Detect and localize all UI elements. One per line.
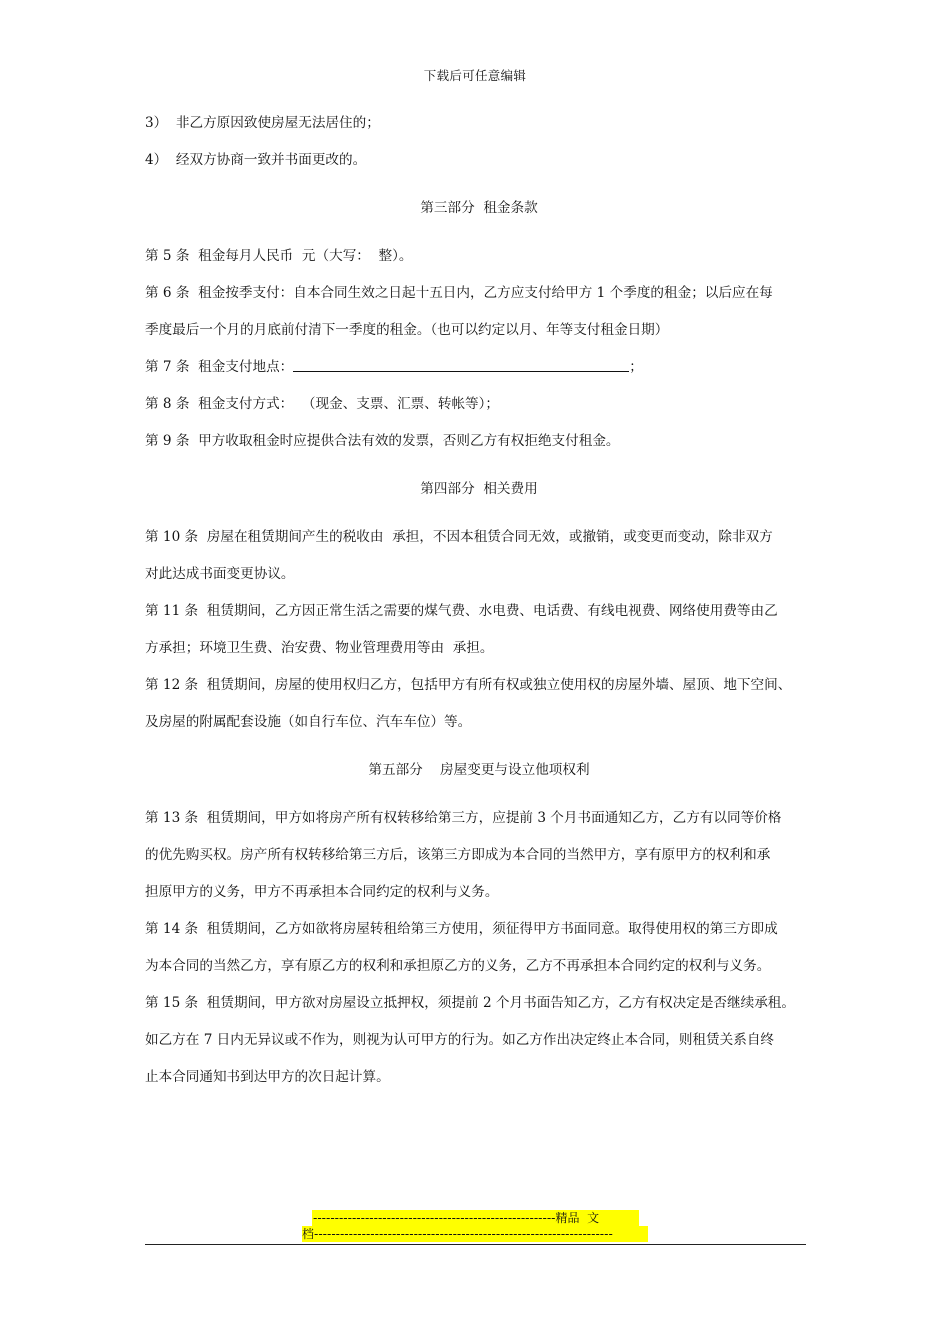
article-5: 第 5 条 租金每月人民币 元（大写： 整）。 (145, 248, 413, 264)
article-10-line-1: 第 10 条 房屋在租赁期间产生的税收由 承担，不因本租赁合同无效，或撤销，或变更而变动，除非双方 (145, 529, 773, 545)
article-7-label: 第 7 条 租金支付地点： (145, 359, 294, 375)
article-6-line-1: 第 6 条 租金按季支付：自本合同生效之日起十五日内，乙方应支付给甲方 1 个季度的租金；以后应在每 (145, 285, 773, 301)
clause-item-4: 4） 经双方协商一致并书面更改的。 (145, 152, 367, 168)
article-13-line-3: 担原甲方的义务，甲方不再承担本合同约定的权利与义务。 (145, 884, 499, 900)
section-heading-part5: 第五部分 房屋变更与设立他项权利 (368, 762, 590, 778)
payment-location-blank (293, 357, 629, 372)
article-14-line-1: 第 14 条 租赁期间，乙方如欲将房屋转租给第三方使用，须征得甲方书面同意。取得使用权的第三方即成 (145, 921, 778, 937)
page-footer (0, 1210, 950, 1270)
article-7-suffix: ； (629, 359, 643, 375)
section-heading-part4: 第四部分 相关费用 (420, 481, 538, 497)
article-12-line-2: 及房屋的附属配套设施（如自行车位、汽车车位）等。 (145, 714, 472, 730)
article-11-line-1: 第 11 条 租赁期间，乙方因正常生活之需要的煤气费、水电费、电话费、有线电视费、网络使用费等由乙 (145, 603, 778, 619)
article-9: 第 9 条 甲方收取租金时应提供合法有效的发票，否则乙方有权拒绝支付租金。 (145, 433, 620, 449)
article-15-line-2: 如乙方在 7 日内无异议或不作为，则视为认可甲方的行为。如乙方作出决定终止本合同，则租赁关系自终 (145, 1032, 775, 1048)
article-15-line-1: 第 15 条 租赁期间，甲方欲对房屋设立抵押权，须提前 2 个月书面告知乙方，乙方有权决定是否继续承租。 (145, 995, 795, 1011)
article-11-line-2: 方承担；环境卫生费、治安费、物业管理费用等由 承担。 (145, 640, 494, 656)
page-header-note: 下载后可任意编辑 (423, 68, 527, 83)
article-10-line-2: 对此达成书面变更协议。 (145, 566, 295, 582)
contract-body (145, 113, 813, 1087)
section-heading-part3: 第三部分 租金条款 (420, 200, 538, 216)
clause-item-3: 3） 非乙方原因致使房屋无法居住的； (145, 115, 380, 131)
article-8: 第 8 条 租金支付方式： （现金、支票、汇票、转帐等）； (145, 396, 500, 412)
article-12-line-1: 第 12 条 租赁期间，房屋的使用权归乙方，包括甲方有所有权或独立使用权的房屋外墙、屋顶、地下空间、 (145, 677, 792, 693)
article-6-line-2: 季度最后一个月的月底前付清下一季度的租金。（也可以约定以月、年等支付租金日期） (145, 322, 669, 338)
article-13-line-2: 的优先购买权。房产所有权转移给第三方后，该第三方即成为本合同的当然甲方，享有原甲方的权利和承 (145, 847, 771, 863)
article-14-line-2: 为本合同的当然乙方，享有原乙方的权利和承担原乙方的义务，乙方不再承担本合同约定的权利与义务。 (145, 958, 771, 974)
footer-highlight-line-1: --------------------------------------------------------精品 文 (312, 1210, 639, 1226)
article-13-line-1: 第 13 条 租赁期间，甲方如将房产所有权转移给第三方，应提前 3 个月书面通知乙方，乙方有以同等价格 (145, 810, 782, 826)
footer-highlight-line-2: 档--------------------------------------------------------------------- (302, 1226, 648, 1242)
article-15-line-3: 止本合同通知书到达甲方的次日起计算。 (145, 1069, 390, 1085)
article-7 (145, 357, 813, 377)
footer-divider (145, 1244, 806, 1245)
